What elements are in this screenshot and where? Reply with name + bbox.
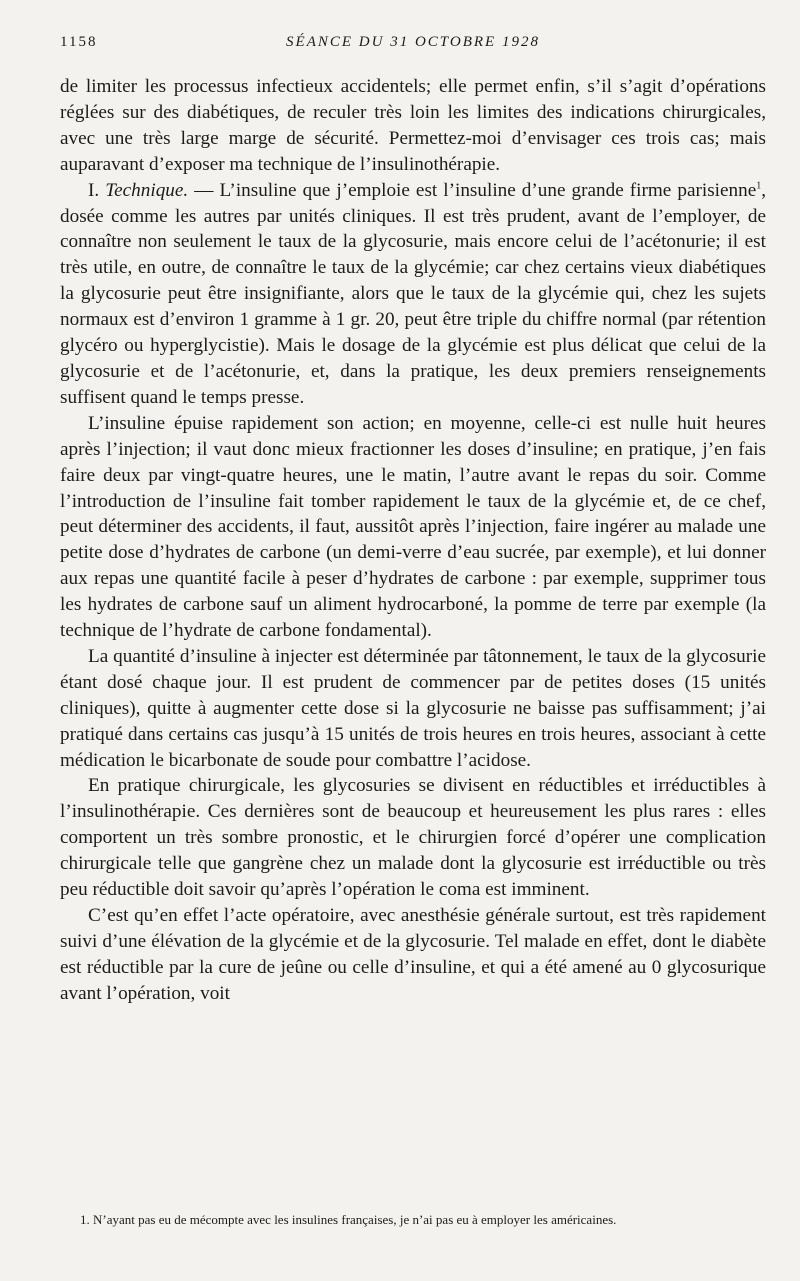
paragraph-text: — L’insuline que j’emploie est l’insuline d’une grande firme parisienne: [188, 179, 757, 201]
main-text: [60, 74, 766, 1007]
running-head: SÉANCE DU 31 OCTOBRE 1928: [286, 34, 540, 50]
paragraph: C’est qu’en effet l’acte opératoire, avec anesthésie générale surtout, est très rapidement suivi d’une élévation de la glycémie et de la glycosurie. Tel malade en effet, dont le diabète est réductible par la cure de jeûne ou celle d’insuline, et qui a été amené au 0 glycosurique avant l’opération, voit: [60, 905, 766, 1004]
footnote: 1. N’ayant pas eu de mécompte avec les insulines françaises, je n’ai pas eu à employer les américaines.: [80, 1212, 617, 1227]
paragraph: L’insuline épuise rapidement son action; en moyenne, celle-ci est nulle huit heures après l’injection; il vaut donc mieux fractionner les doses d’insuline; en pratique, j’en fais faire deux par vingt-quatre heures, une le matin, l’autre avant le repas du soir. Comme l’introduction de l’insuline fait tomber rapidement le taux de la glycémie et, de ce chef, peut déterminer des accidents, il faut, aussitôt après l’injection, faire ingérer au malade une petite dose d’hydrates de carbone (un demi-verre d’eau sucrée, par exemple), et lui donner aux repas une quantité facile à peser d’hydrates de carbone : par exemple, supprimer tous les hydrates de carbone sauf un aliment hydrocarboné, la pomme de terre par exemple (la technique de l’hydrate de carbone fondamental).: [60, 412, 766, 642]
page-number: 1158: [60, 34, 98, 50]
paragraph: En pratique chirurgicale, les glycosuries se divisent en réductibles et irréductibles à l’insulinothérapie. Ces dernières sont de beaucoup et heureusement les plus rares : elles comportent un très sombre pronostic, et le chirurgien forcé d’opérer une complication chirurgicale telle que gangrène chez un malade dont la glycosurie est irréductible ou très peu réductible doit savoir qu’après l’opération le coma est imminent.: [60, 775, 766, 901]
paragraph-technique: [60, 178, 766, 411]
paragraph-text: , dosée comme les autres par unités cliniques. Il est très prudent, avant de l’employer, de connaître non seulement le taux de la glycosurie, mais encore celui de l’acétonurie; il est très utile, en outre, de connaître le taux de la glycémie; car chez certains vieux diabétiques la glycosurie peut être insignifiante, alors que le taux de la glycémie qui, chez les sujets normaux est d’environ 1 gramme à 1 gr. 20, peut être triple du chiffre normal (par rétention glycéro ou hyperglycistie). Mais le dosage de la glycémie est plus délicat que celui de la glycosurie et de l’acétonurie, et, dans la pratique, les deux premiers renseignements suffisent quand le temps presse.: [60, 179, 767, 408]
paragraph: de limiter les processus infectieux accidentels; elle permet enfin, s’il s’agit d’opérations réglées sur des diabétiques, de reculer très loin les limites des indications chirurgicales, avec une très large marge de sécurité. Permettez-moi d’envisager ces trois cas; mais auparavant d’exposer ma technique de l’insulinothérapie.: [60, 76, 766, 175]
footnote-marker: 1: [756, 180, 762, 192]
paragraph: La quantité d’insuline à injecter est déterminée par tâtonnement, le taux de la glycosurie étant dosé chaque jour. Il est prudent de commencer par de petites doses (15 unités cliniques), quitte à augmenter cette dose si la glycosurie ne baisse pas suffisamment; j’ai pratiqué dans certains cas jusqu’à 15 unités de trois heures en trois heures, associant à cette médication le bicarbonate de soude pour combattre l’acidose.: [60, 645, 766, 771]
section-number: I.: [88, 179, 106, 201]
section-heading: Technique.: [105, 179, 189, 201]
